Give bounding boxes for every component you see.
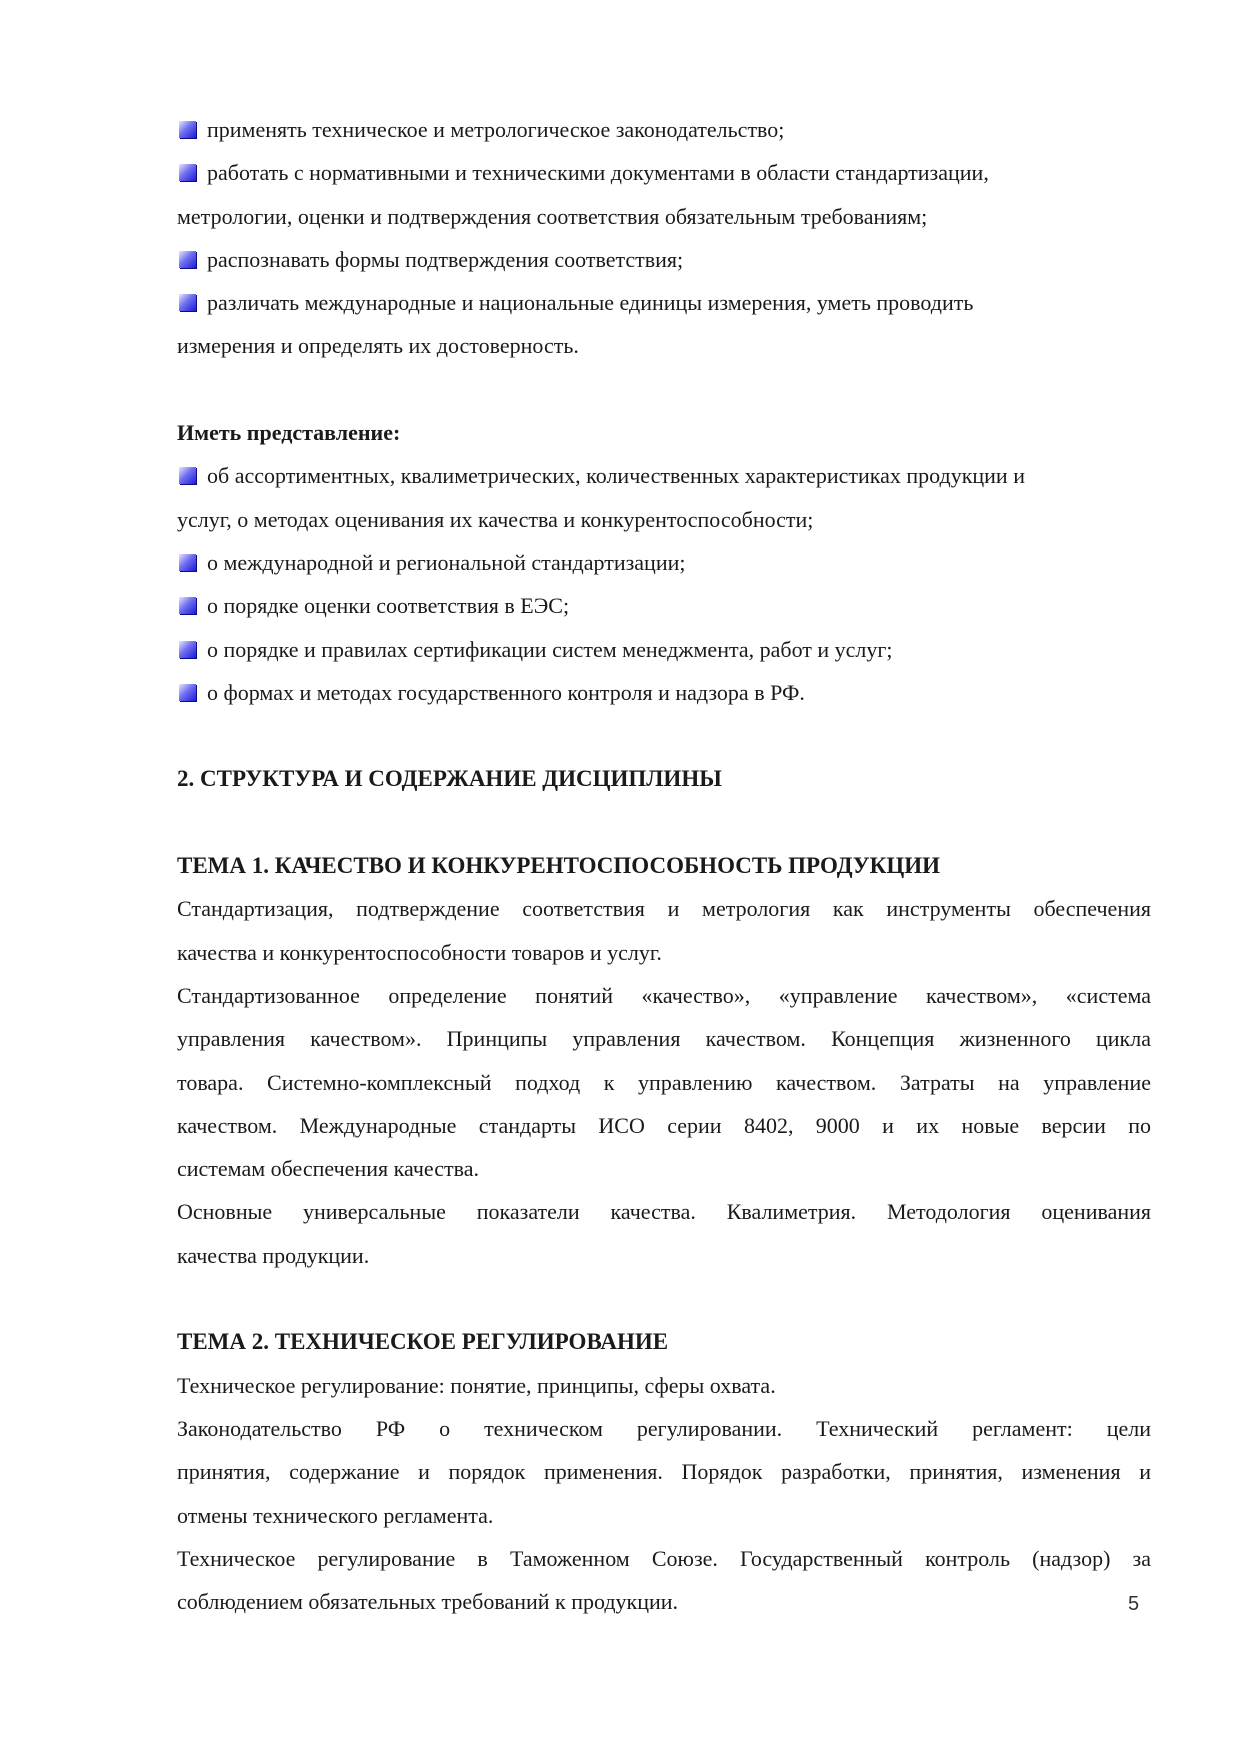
square-bullet-icon: [179, 251, 196, 268]
awareness-list: [177, 454, 1151, 714]
section-heading: 2. СТРУКТУРА И СОДЕРЖАНИЕ ДИСЦИПЛИНЫ: [177, 766, 722, 792]
awareness-item-5: о формах и методах государственного контроля и надзора в РФ.: [177, 671, 1151, 714]
topic-1-heading: ТЕМА 1. КАЧЕСТВО И КОНКУРЕНТОСПОСОБНОСТЬ ПРОДУКЦИИ: [177, 853, 941, 879]
topic-1-paragraph-2: Стандартизованное определение понятий «качество», «управление качеством», «система управления качеством». Принципы управления качеством. Концепция жизненного цикла товара. Системно-комплексный подход к управлению качеством. Затраты на управление качеством. Международные стандарты ИСО серии 8402, 9000 и их новые версии по системам обеспечения качества.: [177, 982, 1151, 1182]
square-bullet-icon: [179, 121, 196, 138]
skills-item-2: работать с нормативными и техническими документами в области стандартизации,: [177, 151, 1151, 194]
awareness-item-1: об ассортиментных, квалиметрических, количественных характеристиках продукции и: [177, 454, 1151, 497]
awareness-heading: Иметь представление:: [177, 420, 401, 446]
topic-1-paragraph-1: Стандартизация, подтверждение соответствия и метрология как инструменты обеспечения качества и конкурентоспособности товаров и услуг.: [177, 896, 1151, 965]
topic-2-paragraph-2: Законодательство РФ о техническом регулировании. Технический регламент: цели принятия, содержание и порядок применения. Порядок разработки, принятия, изменения и отмены технического регламента.: [177, 1415, 1151, 1528]
square-bullet-icon: [179, 684, 196, 701]
square-bullet-icon: [179, 597, 196, 614]
awareness-item-1-continuation: услуг, о методах оценивания их качества и конкурентоспособности;: [177, 506, 814, 532]
topic-2-paragraph-1: Техническое регулирование: понятие, принципы, сферы охвата.: [177, 1372, 776, 1398]
square-bullet-icon: [179, 467, 196, 484]
square-bullet-icon: [179, 294, 196, 311]
skills-item-3: распознавать формы подтверждения соответствия;: [177, 238, 1151, 281]
topic-2-heading: ТЕМА 2. ТЕХНИЧЕСКОЕ РЕГУЛИРОВАНИЕ: [177, 1329, 669, 1355]
square-bullet-icon: [179, 641, 196, 658]
awareness-item-3: о порядке оценки соответствия в ЕЭС;: [177, 584, 1151, 627]
page-number: 5: [1128, 1593, 1140, 1615]
skills-item-2-continuation: метрологии, оценки и подтверждения соответствия обязательным требованиям;: [177, 203, 928, 229]
page-content: [177, 108, 1151, 1623]
skills-item-1: применять техническое и метрологическое законодательство;: [177, 108, 1151, 151]
topic-2-paragraph-3: Техническое регулирование в Таможенном Союзе. Государственный контроль (надзор) за соблюдением обязательных требований к продукции.: [177, 1545, 1151, 1615]
skills-list: [177, 108, 1151, 368]
skills-item-4: различать международные и национальные единицы измерения, уметь проводить: [177, 281, 1151, 324]
awareness-item-2: о международной и региональной стандартизации;: [177, 541, 1151, 584]
skills-item-4-continuation: измерения и определять их достоверность.: [177, 333, 579, 359]
square-bullet-icon: [179, 554, 196, 571]
topic-1-paragraph-3: Основные универсальные показатели качества. Квалиметрия. Методология оценивания качества продукции.: [177, 1199, 1151, 1268]
square-bullet-icon: [179, 164, 196, 181]
awareness-item-4: о порядке и правилах сертификации систем менеджмента, работ и услуг;: [177, 628, 1151, 671]
